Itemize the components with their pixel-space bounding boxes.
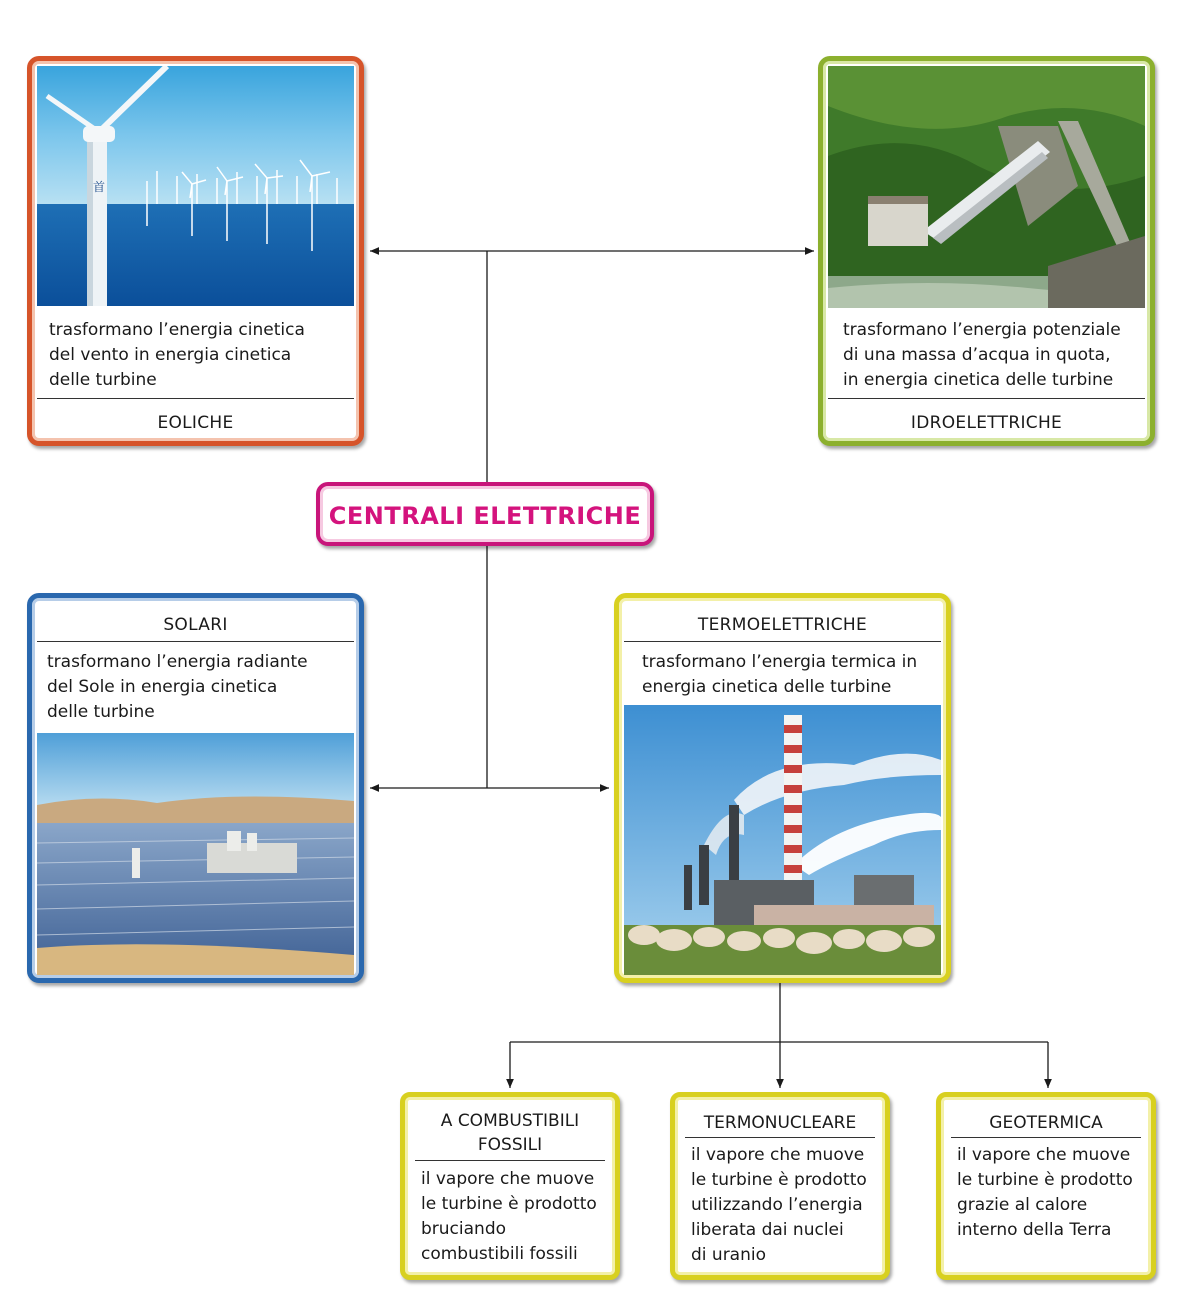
divider bbox=[828, 398, 1145, 399]
termo-desc-line-1: trasformano l’energia termica in bbox=[642, 652, 918, 672]
fossili-desc-line-3: bruciando bbox=[421, 1219, 507, 1239]
geotermica-label: GEOTERMICA bbox=[989, 1113, 1103, 1133]
termo-desc-line-2: energia cinetica delle turbine bbox=[642, 677, 892, 697]
termonucleare-desc-line-3: utilizzando l’energia bbox=[691, 1195, 863, 1215]
eoliche-desc-line-3: delle turbine bbox=[49, 370, 157, 390]
idro-desc-line-1: trasformano l’energia potenziale bbox=[843, 320, 1121, 340]
svg-text:首: 首 bbox=[93, 180, 106, 194]
eoliche-desc-line-1: trasformano l’energia cinetica bbox=[49, 320, 305, 340]
termonucleare-label: TERMONUCLEARE bbox=[703, 1113, 857, 1133]
divider bbox=[37, 641, 354, 642]
termoelettriche-label: TERMOELETTRICHE bbox=[697, 615, 868, 635]
geotermica-desc-line-2: le turbine è prodotto bbox=[957, 1170, 1133, 1190]
geotermica-desc-line-3: grazie al calore bbox=[957, 1195, 1088, 1215]
fossili-label-line-1: A COMBUSTIBILI bbox=[440, 1111, 580, 1131]
solar-field-photo bbox=[37, 733, 354, 975]
wind-turbines-photo bbox=[37, 66, 354, 306]
hydro-plant-photo bbox=[828, 66, 1145, 308]
divider bbox=[415, 1160, 605, 1161]
idro-desc-line-3: in energia cinetica delle turbine bbox=[843, 370, 1114, 390]
subcard-combustibili-fossili bbox=[400, 1092, 620, 1280]
fossili-desc-line-4: combustibili fossili bbox=[421, 1244, 578, 1264]
solari-desc-line-3: delle turbine bbox=[47, 702, 155, 722]
divider bbox=[685, 1137, 875, 1138]
central-title-box bbox=[316, 482, 654, 546]
card-solari bbox=[27, 593, 364, 983]
card-termoelettriche bbox=[614, 593, 951, 983]
fossili-desc-line-2: le turbine è prodotto bbox=[421, 1194, 597, 1214]
solari-desc-line-2: del Sole in energia cinetica bbox=[47, 677, 278, 697]
termonucleare-desc-line-1: il vapore che muove bbox=[691, 1145, 865, 1165]
subcard-geotermica bbox=[936, 1092, 1156, 1280]
fossili-desc-line-1: il vapore che muove bbox=[421, 1169, 595, 1189]
eoliche-desc-line-2: del vento in energia cinetica bbox=[49, 345, 292, 365]
idroelettriche-label: IDROELETTRICHE bbox=[910, 413, 1063, 433]
central-title: CENTRALI ELETTRICHE bbox=[328, 502, 642, 530]
termonucleare-desc-line-4: liberata dai nuclei bbox=[691, 1220, 844, 1240]
geotermica-desc-line-1: il vapore che muove bbox=[957, 1145, 1131, 1165]
divider bbox=[951, 1137, 1141, 1138]
solari-label: SOLARI bbox=[163, 615, 228, 635]
termonucleare-desc-line-2: le turbine è prodotto bbox=[691, 1170, 867, 1190]
idro-desc-line-2: di una massa d’acqua in quota, bbox=[843, 345, 1111, 365]
card-idroelettriche bbox=[818, 56, 1155, 446]
geotermica-desc-line-4: interno della Terra bbox=[957, 1220, 1112, 1240]
card-eoliche bbox=[27, 56, 364, 446]
subcard-termonucleare bbox=[670, 1092, 890, 1280]
fossili-label-line-2: FOSSILI bbox=[477, 1135, 543, 1155]
solari-desc-line-1: trasformano l’energia radiante bbox=[47, 652, 308, 672]
divider bbox=[37, 398, 354, 399]
termonucleare-desc-line-5: di uranio bbox=[691, 1245, 766, 1265]
thermal-plant-photo bbox=[624, 705, 941, 975]
divider bbox=[624, 641, 941, 642]
eoliche-label: EOLICHE bbox=[157, 413, 234, 433]
